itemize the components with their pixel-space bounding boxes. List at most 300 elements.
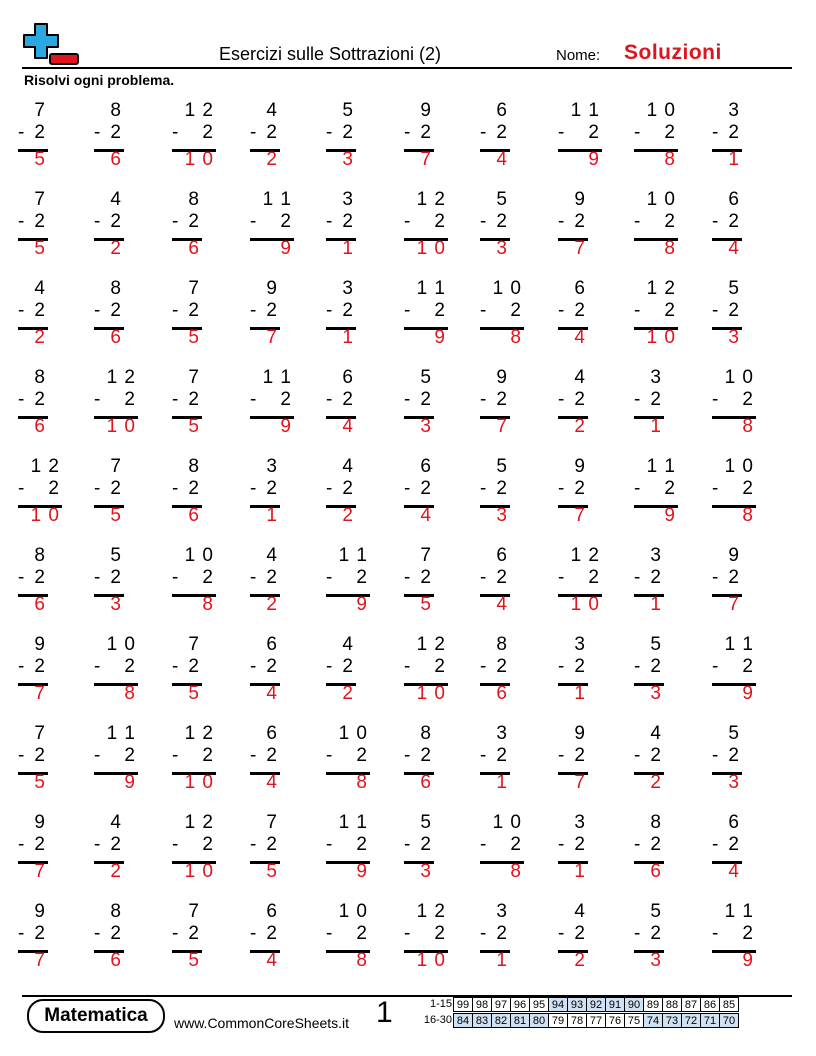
minuend: 6 — [420, 456, 432, 477]
minuend: 4 — [110, 812, 122, 833]
minuend: 1 0 — [338, 723, 368, 744]
answer: 5 — [34, 772, 46, 793]
subtrahend: 2 — [266, 745, 278, 766]
minus-sign: - — [480, 478, 487, 499]
answer: 7 — [34, 950, 46, 971]
subtrahend: 2 — [34, 656, 46, 677]
minuend: 7 — [188, 901, 200, 922]
minuend: 1 2 — [30, 456, 60, 477]
minuend: 1 2 — [184, 100, 214, 121]
answer: 2 — [342, 505, 354, 526]
subtrahend: 2 — [34, 122, 46, 143]
problem — [324, 634, 356, 704]
minuend: 5 — [342, 100, 354, 121]
subtrahend: 2 — [742, 923, 754, 944]
answer: 1 0 — [646, 327, 676, 348]
problem — [402, 456, 434, 526]
minuend: 1 0 — [106, 634, 136, 655]
answer: 7 — [34, 861, 46, 882]
name-value: Soluzioni — [624, 41, 722, 64]
minuend: 9 — [266, 278, 278, 299]
subtrahend: 2 — [342, 122, 354, 143]
minuend: 9 — [728, 545, 740, 566]
problem — [402, 634, 448, 704]
answer: 6 — [34, 594, 46, 615]
score-cell: 76 — [605, 1013, 625, 1028]
answer: 8 — [664, 238, 676, 259]
problem — [16, 189, 48, 259]
minuend: 8 — [110, 901, 122, 922]
problem — [92, 812, 124, 882]
minus-sign: - — [94, 656, 101, 677]
subtrahend: 2 — [124, 745, 136, 766]
problem — [170, 901, 202, 971]
subtrahend: 2 — [266, 300, 278, 321]
problem — [556, 367, 588, 437]
minus-sign: - — [634, 656, 641, 677]
subtrahend: 2 — [188, 211, 200, 232]
answer: 1 — [574, 683, 586, 704]
problem — [324, 545, 370, 615]
subtrahend: 2 — [280, 389, 292, 410]
subtrahend: 2 — [266, 834, 278, 855]
minus-sign: - — [250, 478, 257, 499]
subtrahend: 2 — [574, 211, 586, 232]
minuend: 7 — [188, 278, 200, 299]
minus-sign: - — [634, 122, 641, 143]
subtrahend: 2 — [48, 478, 60, 499]
answer: 3 — [420, 861, 432, 882]
problem — [92, 456, 124, 526]
subtrahend: 2 — [110, 478, 122, 499]
score-cell: 83 — [472, 1013, 492, 1028]
problem — [556, 545, 602, 615]
answer: 1 — [342, 238, 354, 259]
answer: 5 — [266, 861, 278, 882]
minus-sign: - — [712, 211, 719, 232]
answer: 5 — [188, 327, 200, 348]
page-number: 1 — [376, 996, 393, 1029]
problem — [710, 723, 742, 793]
subtrahend: 2 — [188, 478, 200, 499]
score-cell: 86 — [700, 997, 720, 1012]
minus-sign: - — [712, 300, 719, 321]
minus-sign: - — [712, 745, 719, 766]
subtrahend: 2 — [650, 745, 662, 766]
minuend: 4 — [650, 723, 662, 744]
minus-sign: - — [634, 211, 641, 232]
answer: 4 — [342, 416, 354, 437]
problem — [632, 634, 664, 704]
answer: 9 — [742, 950, 754, 971]
minuend: 5 — [110, 545, 122, 566]
minuend: 3 — [266, 456, 278, 477]
score-row — [416, 1012, 739, 1028]
subtrahend: 2 — [420, 389, 432, 410]
answer: 1 0 — [184, 149, 214, 170]
minuend: 1 2 — [106, 367, 136, 388]
answer: 1 0 — [416, 950, 446, 971]
subtrahend: 2 — [420, 122, 432, 143]
minus-sign: - — [18, 923, 25, 944]
minuend: 8 — [188, 189, 200, 210]
minuend: 8 — [34, 545, 46, 566]
score-cell: 70 — [719, 1013, 739, 1028]
minus-sign: - — [250, 389, 257, 410]
minuend: 1 0 — [492, 278, 522, 299]
problem — [632, 100, 678, 170]
problem — [324, 367, 356, 437]
minuend: 3 — [496, 723, 508, 744]
answer: 8 — [202, 594, 214, 615]
minuend: 9 — [34, 901, 46, 922]
minuend: 4 — [342, 634, 354, 655]
answer: 1 0 — [106, 416, 136, 437]
subtrahend: 2 — [510, 300, 522, 321]
minus-sign: - — [404, 300, 411, 321]
answer: 2 — [574, 950, 586, 971]
answer: 4 — [728, 861, 740, 882]
minus-sign: - — [480, 389, 487, 410]
problem — [632, 189, 678, 259]
problem — [170, 456, 202, 526]
answer: 1 0 — [184, 772, 214, 793]
score-cell: 95 — [529, 997, 549, 1012]
answer: 1 — [574, 861, 586, 882]
problem — [402, 723, 434, 793]
problem — [248, 100, 280, 170]
answer: 9 — [434, 327, 446, 348]
problem — [16, 634, 48, 704]
minuend: 6 — [728, 812, 740, 833]
minus-sign: - — [18, 567, 25, 588]
subtrahend: 2 — [342, 211, 354, 232]
subtrahend: 2 — [650, 567, 662, 588]
subtrahend: 2 — [664, 478, 676, 499]
subtrahend: 2 — [356, 834, 368, 855]
problem — [16, 367, 48, 437]
minuend: 1 1 — [724, 634, 754, 655]
score-cell: 79 — [548, 1013, 568, 1028]
problem — [248, 189, 294, 259]
minus-sign: - — [18, 834, 25, 855]
problem — [478, 723, 510, 793]
score-cell: 82 — [491, 1013, 511, 1028]
problem — [16, 100, 48, 170]
minuend: 9 — [34, 634, 46, 655]
subtrahend: 2 — [342, 389, 354, 410]
subtrahend: 2 — [188, 389, 200, 410]
problem — [556, 723, 588, 793]
answer: 7 — [574, 238, 586, 259]
answer: 8 — [510, 327, 522, 348]
problem — [478, 634, 510, 704]
problem — [324, 189, 356, 259]
subtrahend: 2 — [728, 567, 740, 588]
subtrahend: 2 — [202, 567, 214, 588]
score-cell: 89 — [643, 997, 663, 1012]
problem — [402, 278, 448, 348]
minus-sign: - — [326, 389, 333, 410]
subtrahend: 2 — [574, 656, 586, 677]
subtrahend: 2 — [496, 389, 508, 410]
answer: 6 — [110, 950, 122, 971]
score-table — [416, 996, 739, 1028]
answer: 2 — [574, 416, 586, 437]
answer: 8 — [356, 950, 368, 971]
problem — [92, 100, 124, 170]
score-cell: 74 — [643, 1013, 663, 1028]
minus-sign: - — [18, 300, 25, 321]
minuend: 1 2 — [184, 812, 214, 833]
answer: 8 — [742, 416, 754, 437]
minuend: 4 — [574, 901, 586, 922]
problem — [324, 278, 356, 348]
minuend: 1 1 — [262, 189, 292, 210]
problem — [402, 545, 434, 615]
minus-sign: - — [94, 389, 101, 410]
page-title: Esercizi sulle Sottrazioni (2) — [218, 44, 442, 64]
minus-sign: - — [558, 122, 565, 143]
answer: 9 — [588, 149, 600, 170]
problem — [248, 901, 280, 971]
subtrahend: 2 — [266, 478, 278, 499]
answer: 1 0 — [570, 594, 600, 615]
minus-sign: - — [172, 478, 179, 499]
answer: 8 — [356, 772, 368, 793]
minuend: 1 2 — [646, 278, 676, 299]
score-cell: 97 — [491, 997, 511, 1012]
problem — [170, 189, 202, 259]
minus-sign: - — [634, 389, 641, 410]
minus-sign: - — [712, 567, 719, 588]
minuend: 1 0 — [724, 456, 754, 477]
minus-sign: - — [94, 834, 101, 855]
answer: 7 — [574, 505, 586, 526]
problem — [632, 723, 664, 793]
answer: 7 — [420, 149, 432, 170]
minuend: 5 — [728, 723, 740, 744]
subtrahend: 2 — [342, 656, 354, 677]
minus-sign: - — [404, 656, 411, 677]
minuend: 1 1 — [106, 723, 136, 744]
subtrahend: 2 — [188, 656, 200, 677]
minus-sign: - — [326, 300, 333, 321]
subtrahend: 2 — [356, 923, 368, 944]
minuend: 6 — [342, 367, 354, 388]
minus-sign: - — [558, 745, 565, 766]
minus-sign: - — [172, 300, 179, 321]
answer: 1 — [496, 950, 508, 971]
answer: 9 — [356, 861, 368, 882]
minus-sign: - — [18, 122, 25, 143]
minuend: 5 — [650, 901, 662, 922]
problem — [478, 367, 510, 437]
problem — [92, 545, 124, 615]
answer: 3 — [496, 238, 508, 259]
subtrahend: 2 — [34, 211, 46, 232]
minus-sign: - — [172, 389, 179, 410]
answer: 6 — [110, 327, 122, 348]
subtrahend: 2 — [420, 834, 432, 855]
minuend: 4 — [266, 100, 278, 121]
minuend: 7 — [188, 634, 200, 655]
problem — [556, 812, 588, 882]
minus-sign: - — [94, 211, 101, 232]
score-cell: 98 — [472, 997, 492, 1012]
answer: 3 — [728, 327, 740, 348]
problem — [248, 367, 294, 437]
problem — [556, 901, 588, 971]
minus-sign: - — [326, 122, 333, 143]
problem — [632, 367, 664, 437]
minuend: 1 0 — [338, 901, 368, 922]
minus-sign: - — [94, 923, 101, 944]
problem — [92, 634, 138, 704]
answer: 1 — [496, 772, 508, 793]
minuend: 7 — [420, 545, 432, 566]
subtrahend: 2 — [34, 389, 46, 410]
minus-sign: - — [712, 122, 719, 143]
subtrahend: 2 — [742, 656, 754, 677]
minus-sign: - — [250, 567, 257, 588]
minus-sign: - — [404, 389, 411, 410]
subtrahend: 2 — [34, 834, 46, 855]
subtrahend: 2 — [202, 834, 214, 855]
minus-sign: - — [172, 834, 179, 855]
minus-sign: - — [326, 478, 333, 499]
problem — [478, 100, 510, 170]
minus-sign: - — [480, 211, 487, 232]
subtrahend: 2 — [728, 745, 740, 766]
answer: 9 — [280, 416, 292, 437]
score-cell: 99 — [453, 997, 473, 1012]
subtrahend: 2 — [434, 300, 446, 321]
subject-badge: Matematica — [27, 999, 165, 1033]
problem — [402, 189, 448, 259]
minus-sign: - — [326, 656, 333, 677]
answer: 3 — [110, 594, 122, 615]
minuend: 1 2 — [570, 545, 600, 566]
subtrahend: 2 — [110, 300, 122, 321]
subtrahend: 2 — [664, 211, 676, 232]
minuend: 1 1 — [338, 545, 368, 566]
problem — [16, 456, 62, 526]
subtrahend: 2 — [34, 567, 46, 588]
problem — [710, 545, 742, 615]
subtrahend: 2 — [110, 211, 122, 232]
score-cell: 80 — [529, 1013, 549, 1028]
minuend: 3 — [496, 901, 508, 922]
minuend: 5 — [496, 189, 508, 210]
subtrahend: 2 — [496, 211, 508, 232]
subtrahend: 2 — [728, 300, 740, 321]
subtrahend: 2 — [110, 122, 122, 143]
minuend: 9 — [34, 812, 46, 833]
answer: 2 — [110, 238, 122, 259]
subtrahend: 2 — [434, 656, 446, 677]
subtrahend: 2 — [574, 389, 586, 410]
answer: 5 — [188, 416, 200, 437]
answer: 6 — [188, 505, 200, 526]
minus-sign: - — [18, 211, 25, 232]
subtrahend: 2 — [356, 567, 368, 588]
minus-sign: - — [558, 478, 565, 499]
answer: 4 — [266, 950, 278, 971]
minuend: 4 — [574, 367, 586, 388]
subtrahend: 2 — [110, 834, 122, 855]
minus-sign: - — [712, 478, 719, 499]
problem — [248, 278, 280, 348]
subtrahend: 2 — [574, 923, 586, 944]
minuend: 3 — [650, 367, 662, 388]
minus-sign: - — [558, 834, 565, 855]
minuend: 8 — [34, 367, 46, 388]
answer: 3 — [650, 683, 662, 704]
minus-sign: - — [250, 745, 257, 766]
minus-sign: - — [480, 745, 487, 766]
minus-sign: - — [250, 300, 257, 321]
minus-sign: - — [94, 478, 101, 499]
minus-sign: - — [634, 745, 641, 766]
answer: 8 — [742, 505, 754, 526]
problem — [324, 100, 356, 170]
answer: 5 — [110, 505, 122, 526]
minuend: 5 — [728, 278, 740, 299]
problem — [710, 456, 756, 526]
problem — [478, 545, 510, 615]
minus-sign: - — [326, 745, 333, 766]
problem — [478, 901, 510, 971]
minus-sign: - — [558, 923, 565, 944]
minuend: 4 — [110, 189, 122, 210]
answer: 2 — [34, 327, 46, 348]
answer: 9 — [280, 238, 292, 259]
minuend: 1 0 — [646, 100, 676, 121]
answer: 7 — [34, 683, 46, 704]
answer: 2 — [110, 861, 122, 882]
minus-sign: - — [404, 745, 411, 766]
subtrahend: 2 — [742, 389, 754, 410]
problem — [170, 634, 202, 704]
answer: 4 — [574, 327, 586, 348]
minus-sign: - — [404, 122, 411, 143]
subtrahend: 2 — [496, 122, 508, 143]
minuend: 9 — [574, 723, 586, 744]
minus-sign: - — [250, 923, 257, 944]
subtrahend: 2 — [202, 122, 214, 143]
problem — [710, 901, 756, 971]
problem — [632, 278, 678, 348]
problem — [556, 456, 588, 526]
answer: 7 — [728, 594, 740, 615]
score-cell: 78 — [567, 1013, 587, 1028]
answer: 1 — [342, 327, 354, 348]
minus-sign: - — [404, 834, 411, 855]
answer: 9 — [124, 772, 136, 793]
problem — [710, 100, 742, 170]
minus-sign: - — [558, 211, 565, 232]
minuend: 1 1 — [570, 100, 600, 121]
subtrahend: 2 — [356, 745, 368, 766]
score-cell: 85 — [719, 997, 739, 1012]
subtrahend: 2 — [202, 745, 214, 766]
subtrahend: 2 — [574, 745, 586, 766]
answer: 4 — [496, 149, 508, 170]
answer: 5 — [420, 594, 432, 615]
minuend: 9 — [574, 456, 586, 477]
subtrahend: 2 — [124, 389, 136, 410]
